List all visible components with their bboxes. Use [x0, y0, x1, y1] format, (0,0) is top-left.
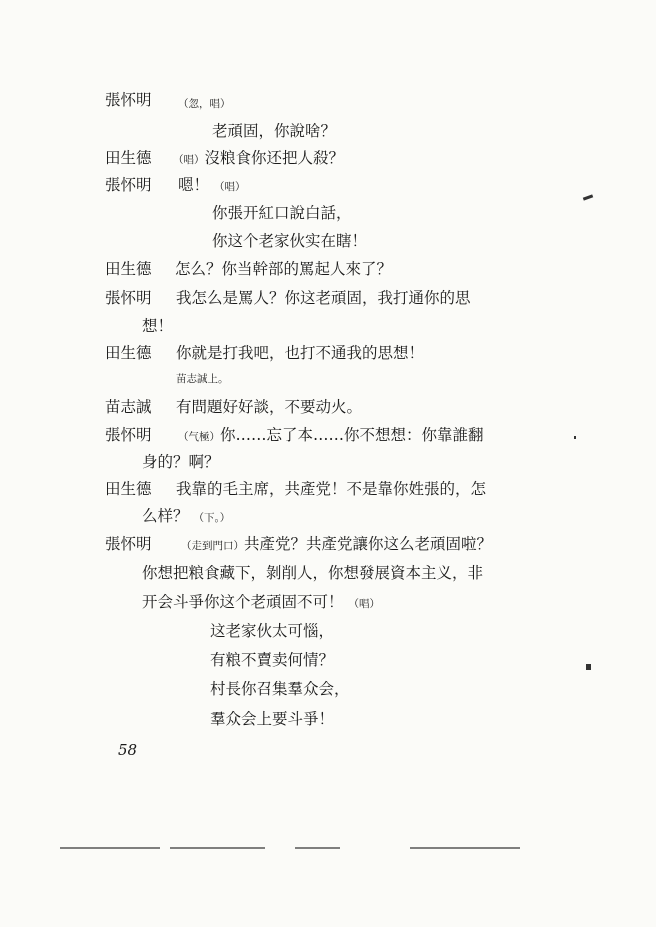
dialogue-line: 我靠的毛主席，共產党！不是靠你姓張的，怎	[176, 480, 487, 498]
stage-direction: （唱）	[173, 154, 205, 166]
dialogue-line	[142, 592, 380, 614]
dialogue-text: 共產党？共產党讓你这么老頑固啦？	[244, 535, 493, 553]
speaker-label: 張怀明	[105, 535, 152, 553]
dialogue-text: 嗯！	[178, 176, 210, 194]
dialogue-line	[173, 148, 344, 170]
sung-line: 老頑固，你說啥？	[212, 122, 337, 140]
stage-direction: （唱）	[348, 598, 380, 610]
dialogue-line	[178, 92, 231, 114]
dialogue-line: 你想把粮食藏下，剝削人，你想發展資本主义，非	[142, 564, 484, 582]
dialogue-line	[178, 175, 245, 197]
dialogue-line	[142, 506, 230, 528]
speaker-label: 張怀明	[105, 91, 152, 109]
scan-rule	[170, 847, 265, 849]
scan-speck	[586, 664, 591, 670]
sung-line: 村長你召集羣众会，	[210, 680, 350, 698]
speaker-label: 苗志誠	[105, 398, 152, 416]
speaker-label: 田生德	[105, 149, 152, 167]
speaker-label: 田生德	[105, 344, 152, 362]
page-number: 58	[118, 741, 138, 759]
stage-direction: （气極）	[178, 431, 220, 443]
scan-rule	[60, 847, 160, 849]
sung-line: 羣众会上要斗爭！	[210, 710, 335, 728]
sung-line: 你这个老家伙实在瞎！	[212, 232, 368, 250]
stage-direction: （走到門口）	[181, 540, 244, 552]
dialogue-line: 身的？啊？	[142, 453, 220, 471]
stage-direction: 苗志誠上。	[176, 373, 229, 385]
stage-direction: （唱）	[213, 181, 246, 193]
sung-line: 有粮不賣卖何情？	[210, 651, 335, 669]
speaker-label: 田生德	[105, 480, 152, 498]
dialogue-line: 你就是打我吧，也打不通我的思想！	[176, 344, 425, 362]
dialogue-line: 有問題好好談，不要动火。	[176, 398, 363, 416]
dialogue-text: 么样？	[142, 507, 189, 525]
dialogue-line: 我怎么是罵人？你这老頑固，我打通你的思	[176, 289, 471, 307]
speaker-label: 張怀明	[105, 289, 152, 307]
dialogue-line: 怎么？你当幹部的罵起人來了？	[175, 260, 393, 278]
speaker-label: 張怀明	[105, 176, 152, 194]
dialogue-text: 开会斗爭你这个老頑固不可！	[142, 593, 344, 611]
dialogue-text: 你……忘了本……你不想想：你靠誰翻	[220, 426, 484, 444]
scan-rule	[295, 847, 340, 849]
dialogue-line: 想！	[142, 317, 174, 335]
speaker-label: 張怀明	[105, 426, 152, 444]
sung-line: 你張开紅口說白話，	[212, 204, 352, 222]
speaker-label: 田生德	[105, 260, 152, 278]
sung-line: 这老家伙太可惱，	[210, 622, 335, 640]
scan-speck	[583, 194, 593, 200]
scan-rule	[410, 847, 520, 849]
scan-speck	[574, 436, 576, 439]
dialogue-text: 沒粮食你还把人殺？	[204, 149, 345, 167]
stage-direction: （下。）	[193, 512, 231, 524]
dialogue-line	[178, 425, 484, 447]
dialogue-line	[181, 534, 492, 556]
stage-direction: （忽，唱）	[178, 98, 231, 110]
